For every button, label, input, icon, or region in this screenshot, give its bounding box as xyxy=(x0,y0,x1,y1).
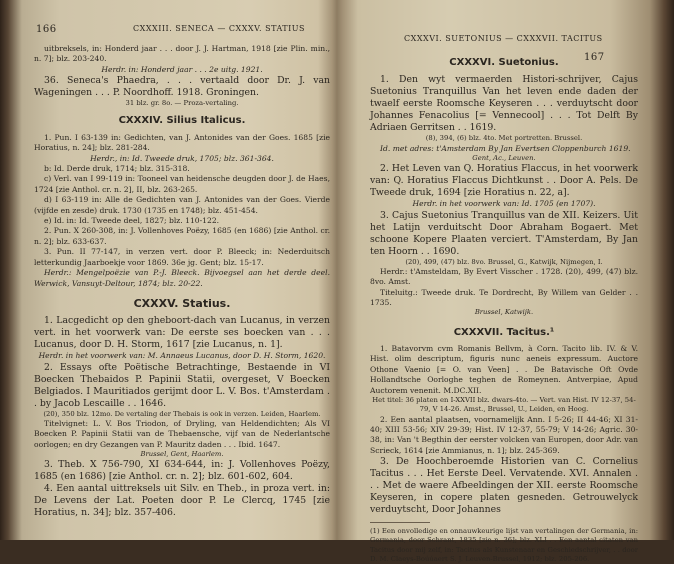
entry: Herdr. in het voorwerk van: M. Annaeus Lucanus, door D. H. Storm, 1620. xyxy=(38,351,326,361)
right-header xyxy=(352,0,642,63)
section-heading-statius: CXXXV. Statius. xyxy=(133,296,231,310)
entry: Titeluitg.: Tweede druk. Te Dordrecht, By Willem van Gelder . . 1735. xyxy=(370,287,638,308)
entry: Herdr. in het voorwerk van: Id. 1705 (en 1707). xyxy=(412,199,596,209)
entry: Herdr.: Mengelpoëzie van P.-J. Bleeck. Bijvoegsel aan het derde deel. Werwick, Vansuyt-Deltour, 1874; blz. 20-22. xyxy=(34,268,330,288)
entry: 1. Batavorvm cvm Romanis Bellvm, à Corn. Tacito lib. IV. & V. Hist. olim descriptum, figuris nunc aeneis expressum. Auctore Othone Vaenio [= O. van Veen] . . De Batavische Oft Ovde Hollandtsche Oorloghe teghen de Romeynen. Antverpiae, Apud Auctorem venenit. M.DC.XII. xyxy=(370,344,638,395)
entry-note: Het titel: 36 platen en I-XXVII blz. dwars-4to. — Vert. van Hist. IV 12-37, 54-79, V 14-26. Amst., Brussel, U., Leiden, en Hoog. xyxy=(372,396,636,414)
footnote: (1) Een onvolledige en onnauwkeurige lijst van vertalingen der Germania, in: Germania, door Schrant, 1835 [zie n. 36]; blz. XLI . . Een aantal citaten van Tacitus door mij zelf, in: Tacitus als Kunstenaar en Geschiedschrijver, . . door D. M. Claeys-Boúúaert S. J. Leuven-Brussel, 1912; blz. 205-206. xyxy=(370,527,638,563)
entry: Herdr.: t'Amsteldam, By Evert Visscher . 1728. (20), 499, (47) blz. 8vo. Amst. xyxy=(370,266,638,287)
left-header xyxy=(28,0,328,35)
entry-note: 31 blz. gr. 8o. — Proza-vertaling. xyxy=(125,99,239,108)
entry: 3. De Hoochberoemde Historien van C. Cornelius Tacitus . . . Het Eerste Deel. Vervatende. XVI. Annalen . . . Met de waere Afbeeldingen der XII. eerste Roomsche Keyseren, in copere platen gesneden. Getrouwelyck verduytscht, Door Johannes xyxy=(370,456,638,516)
entry: b: Id. Derde druk, 1714; blz. 315-318. xyxy=(44,164,190,174)
entry: d) I 63-119 in: Alle de Gedichten van J. Antonides van der Goes. Vierde (vijfde en zesde) druk. 1730 (1735 en 1748); blz. 451-454. xyxy=(34,195,330,215)
text-line: uitbreksels, in: Honderd jaar . . . door J. J. Hartman, 1918 [zie Plin. min., n. 7]; blz. 203-240. xyxy=(34,44,330,64)
right-page-number: 167 xyxy=(584,52,605,63)
entry-note: Gent, Ac., Leuven. xyxy=(472,154,536,163)
entry: Herdr., in: Id. Tweede druk, 1705; blz. 361-364. xyxy=(90,153,274,163)
entry: 2. Pun. X 260-308, in: J. Vollenhoves Poëzy, 1685 (en 1686) [zie Anthol. cr. n. 2]; blz. 633-637. xyxy=(34,226,330,246)
entry-note: Brussel, Katwijk. xyxy=(474,308,534,317)
entry: Id. met adres: t'Amsterdam By Jan Evertsen Cloppenburch 1619. xyxy=(380,143,631,153)
section-heading-suetonius: CXXXVI. Suetonius. xyxy=(449,57,559,68)
entry: 4. Een aantal uittreksels uit Silv. en Theb., in proza vert. in: De Levens der Lat. Poeten door P. Le Clercq, 1745 [zie Horatius, n. 34]; blz. 357-406. xyxy=(34,483,330,519)
right-page xyxy=(352,0,642,563)
section-heading-tacitus: CXXXVII. Tacitus.¹ xyxy=(453,326,555,338)
entry: 2. Het Leven van Q. Horatius Flaccus, in het voorwerk van: Q. Horatius Flaccus Dichtkunst . . Door A. Pels. De Tweede druk, 1694 [zie Horatius n. 22, a]. xyxy=(370,163,638,199)
entry xyxy=(34,75,330,99)
entry: 1. Lacgedicht op den gheboort-dach van Lucanus, in verzen vert. in het voorwerk van: De eerste ses boecken van . . . Lucanus, door D. H. Storm, 1617 [zie Lucanus, n. 1]. xyxy=(34,315,330,351)
entry: e) Id. in: Id. Tweede deel, 1827; blz. 110-122. xyxy=(44,216,220,226)
entry-number: 36. xyxy=(44,75,59,87)
entry-note: (20), 350 blz. 12mo. De vertaling der Thebais is ook in verzen. Leiden, Haarlem. xyxy=(43,409,321,418)
left-body xyxy=(34,44,330,519)
section-heading-silius: CXXXIV. Silius Italicus. xyxy=(118,115,246,127)
entry-note: (20), 499, (47) blz. 8vo. Brussel, G., Katwijk, Nijmegen, I. xyxy=(405,257,603,266)
right-running-head: CXXXVI. SUETONIUS — CXXXVII. TACITUS xyxy=(404,34,603,43)
entry: 1. Pun. I 63-139 in: Gedichten, van J. Antonides van der Goes. 1685 [zie Horatius, n. 24]; blz. 281-284. xyxy=(34,132,330,153)
entry: c) Verl. van I 99-119 in: Tooneel van heidensche deugden door J. de Haes, 1724 [zie Anthol. cr. n. 2], II, blz. 263-265. xyxy=(34,174,330,194)
entry: Titelvignet: L. V. Bos Triodon, of Dryling, van Heldendichten; Als VI Boecken P. Papinii Statii van de Thebaensche, vijf van de Nederlantsche oorlogen; en dry Gezangen van P. Mauritz daden . . . Ibid. 1647. xyxy=(34,418,330,449)
entry: 3. Pun. II 77-147, in verzen vert. door P. Bleeck; in: Nederduitsch letterkundig Jaarboekje voor 1869. 36e jg. Gent; blz. 15-17. xyxy=(34,247,330,267)
left-page-number: 166 xyxy=(36,24,57,35)
entry: 3. Theb. X 756-790, XI 634-644, in: J. Vollenhoves Poëzy, 1685 (en 1686) [zie Anthol. cr. n. 2]; blz. 601-602, 604. xyxy=(34,459,330,483)
text-line: Herdr. in: Honderd jaar . . . 2e uitg. 1921. xyxy=(101,64,263,74)
entry: 2. Een aantal plaatsen, voornamelijk Ann. I 5-26; II 44-46; XI 31-40; XIII 53-56; XIV 29-39; Hist. IV 12-37, 55-79; V 14-26; Agric. 30-38, in: Van 't Begthin der eerster volcken van Europen, door Adr. van Scrieck, 1614 [zie Ammianus, n. 1]; blz. 245-369. xyxy=(370,414,638,455)
entry: 3. Cajus Suetonius Tranquillus van de XII. Keizers. Uit het Latijn verduitscht Door Abraham Bogaert. Met schoone Kopere Plaaten verciert. T'Amsterdam, By Jan ten Hoorn . . 1690. xyxy=(370,209,638,257)
entry: 2. Essays ofte Poëtische Betrachtinge, Bestaende in VI Boecken Thebaidos P. Papinii Statii, overgeset, V Boecken Belgiados. I Mauritiados gerijmt door L. V. Bos. t'Amsterdam . . by Jacob Lescaille . . 1646. xyxy=(34,361,330,409)
entry-note: (8), 394, (6) blz. 4to. Met portretten. Brussel. xyxy=(425,134,583,143)
right-body xyxy=(370,54,638,564)
entry-text: Seneca's Phaedra, . . . vertaald door Dr. J. van Wageningen . . . P. Noordhoff. 1918. Groningen. xyxy=(34,75,330,99)
left-page xyxy=(28,0,328,540)
entry-note: Brussel, Gent, Haarlem. xyxy=(140,450,224,459)
entry: 1. Den wyt vermaerden Histori-schrijver, Cajus Suetonius Tranquillus Van het leven ende daden der twaelf eerste Roomsche Keyseren . . . verduytscht door Johannes Fenacolius [= Vennecool] . . . Tot Delft By Adriaen Gerritsen . . 1619. xyxy=(370,74,638,134)
footnote-rule xyxy=(370,522,430,523)
left-running-head: CXXXIII. SENECA — CXXXV. STATIUS xyxy=(133,24,306,33)
